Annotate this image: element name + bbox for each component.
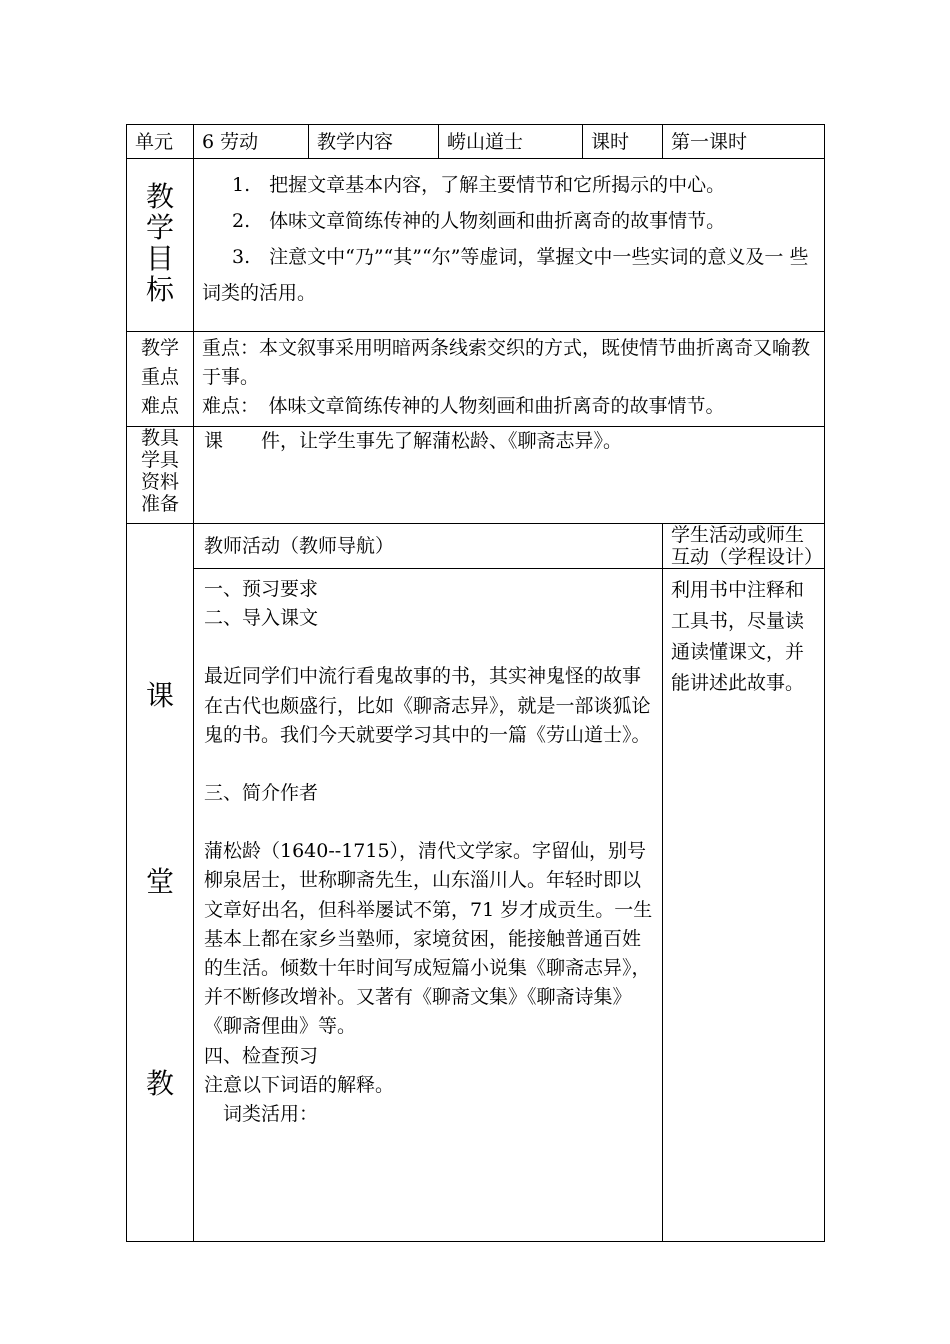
difficult-point: 难点： 体味文章简练传神的人物刻画和曲折离奇的故事情节。 <box>202 395 725 417</box>
teacher-paragraph: 最近同学们中流行看鬼故事的书，其实神鬼怪的故事在古代也颇盛行，比如《聊斋志异》，就是一部谈狐论鬼的书。我们今天就要学习其中的一篇《劳山道士》。 <box>204 665 651 746</box>
lesson-label: 课 堂 教 <box>127 524 194 1242</box>
teacher-line: 四、检查预习 <box>204 1044 319 1067</box>
goals-row <box>127 159 825 332</box>
blank-line <box>204 808 654 837</box>
teacher-activity-content <box>194 569 663 1242</box>
materials-label: 教具 学具 资料 准备 <box>127 427 194 524</box>
header-row <box>127 125 825 159</box>
blank-line <box>204 750 654 779</box>
goals-content <box>194 159 825 332</box>
unit-value: 6 劳动 <box>194 125 309 159</box>
period-value: 第一课时 <box>663 125 825 159</box>
teacher-line: 三、简介作者 <box>204 782 319 805</box>
lesson-plan-table-wrapper <box>126 124 824 1242</box>
teacher-activity-header: 教师活动（教师导航） <box>194 524 663 569</box>
goal-item: 2. 体味文章简练传神的人物刻画和曲折离奇的故事情节。 <box>232 210 726 232</box>
student-activity-header: 学生活动或师生互动（学程设计） <box>663 524 825 569</box>
keypoints-label: 教学 重点 难点 <box>127 332 194 427</box>
teacher-line: 词类活用： <box>204 1103 319 1126</box>
teacher-line: 注意以下词语的解释。 <box>204 1073 395 1096</box>
materials-content: 课 件，让学生事先了解蒲松龄、《聊斋志异》。 <box>194 427 825 524</box>
teacher-paragraph: 蒲松龄（1640--1715），清代文学家。字留仙，别号柳泉居士，世称聊斋先生，山东淄川人。年轻时即以文章好出名，但科举屡试不第，71 岁才成贡生。一生基本上都在家乡当塾师，家境贫困，能接触普通百姓的生活。倾数十年时间写成短篇小说集《聊斋志异》，并不断修改增补。又著有《聊斋文集》《聊斋诗集》《聊斋俚曲》等。 <box>204 840 653 1038</box>
goals-label: 教 学 目 标 <box>127 159 194 332</box>
lesson-plan-table <box>126 124 825 1242</box>
student-activity-content: 利用书中注释和工具书，尽量读通读懂课文，并能讲述此故事。 <box>663 569 825 1242</box>
unit-label: 单元 <box>127 125 194 159</box>
content-label: 教学内容 <box>309 125 439 159</box>
teacher-line: 一、预习要求 <box>204 578 319 600</box>
goal-item: 3. 注意文中“乃”“其”“尔”等虚词，掌握文中一些实词的意义及一 些词类的活用。 <box>202 246 809 304</box>
blank-line <box>204 633 654 662</box>
keypoints-row <box>127 332 825 427</box>
key-point: 重点：本文叙事采用明暗两条线索交织的方式，既使情节曲折离奇又喻教于事。 <box>202 337 811 388</box>
content-value: 崂山道士 <box>439 125 583 159</box>
materials-row <box>127 427 825 524</box>
keypoints-content <box>194 332 825 427</box>
activity-header-row <box>127 524 825 569</box>
teacher-line: 二、导入课文 <box>204 607 319 630</box>
goal-item: 1. 把握文章基本内容，了解主要情节和它所揭示的中心。 <box>232 174 726 196</box>
activity-content-row <box>127 569 825 1242</box>
period-label: 课时 <box>583 125 663 159</box>
